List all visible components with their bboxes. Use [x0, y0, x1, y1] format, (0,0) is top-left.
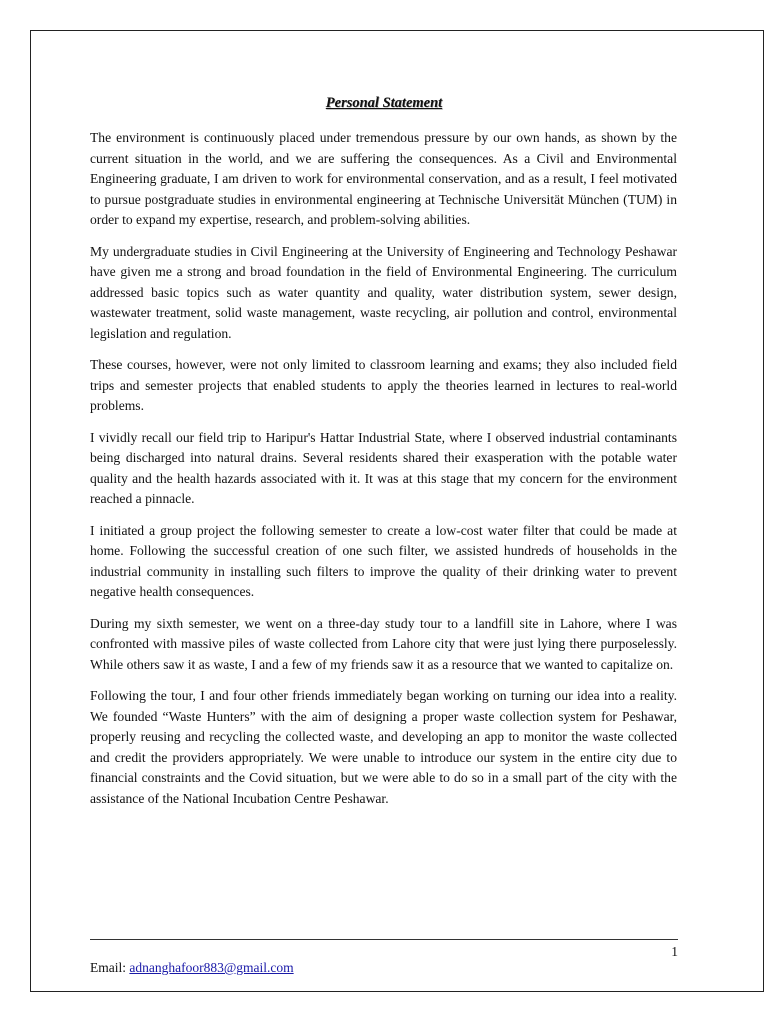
email-link[interactable]: adnanghafoor883@gmail.com — [129, 960, 294, 975]
document-body — [90, 128, 677, 820]
paragraph-1: The environment is continuously placed under tremendous pressure by our own hands, as shown by the current situation in the world, and we are suffering the consequences. As a Civil and Environmental Engineering graduate, I am driven to work for environmental conservation, and as a result, I feel motivated to pursue postgraduate studies in environmental engineering at Technische Universität München (TUM) in order to expand my expertise, research, and problem-solving abilities. — [90, 130, 677, 227]
paragraph-2: My undergraduate studies in Civil Engineering at the University of Engineering and Technology Peshawar have given me a strong and broad foundation in the field of Environmental Engineering. The curriculum addressed basic topics such as water quantity and quality, water distribution system, sewer design, wastewater treatment, solid waste management, waste recycling, air pollution and control, environmental legislation and regulation. — [90, 243, 677, 341]
page-number: 1 — [671, 944, 678, 959]
paragraph-4: I vividly recall our field trip to Haripur's Hattar Industrial State, where I observed industrial contaminants being discharged into natural drains. Several residents shared their exasperation with the potable water quality and the health hazards associated with it. It was at this stage that my concern for the environment reached a pinnacle. — [90, 429, 677, 506]
paragraph-7: Following the tour, I and four other friends immediately began working on turning our idea into a reality. We founded “Waste Hunters” with the aim of designing a proper waste collection system for Peshawar, properly reusing and recycling the collected waste, and developing an app to monitor the waste collected and credit the providers appropriately. We were unable to introduce our system in the entire city due to financial constraints and the Covid situation, but we were able to do so in a small part of the city with the assistance of the National Incubation Centre Peshawar. — [90, 688, 677, 806]
paragraph-6: During my sixth semester, we went on a three-day study tour to a landfill site in Lahore, where I was confronted with massive piles of waste collected from Lahore city that were just lying there purposelessly. While others saw it as waste, I and a few of my friends saw it as a resource that we wanted to capitalize on. — [90, 615, 677, 672]
footer-email — [90, 960, 294, 976]
paragraph-3: These courses, however, were not only limited to classroom learning and exams; they also included field trips and semester projects that enabled students to apply the theories learned in lectures to real-world problems. — [90, 357, 677, 413]
document-title: Personal Statement — [325, 95, 443, 111]
email-label: Email: — [90, 960, 130, 975]
paragraph-5: I initiated a group project the following semester to create a low-cost water filter that could be made at home. Following the successful creation of one such filter, we assisted hundreds of households in the industrial community in installing such filters to improve the quality of their drinking water to prevent negative health consequences. — [90, 522, 677, 599]
footer-divider — [90, 939, 678, 940]
